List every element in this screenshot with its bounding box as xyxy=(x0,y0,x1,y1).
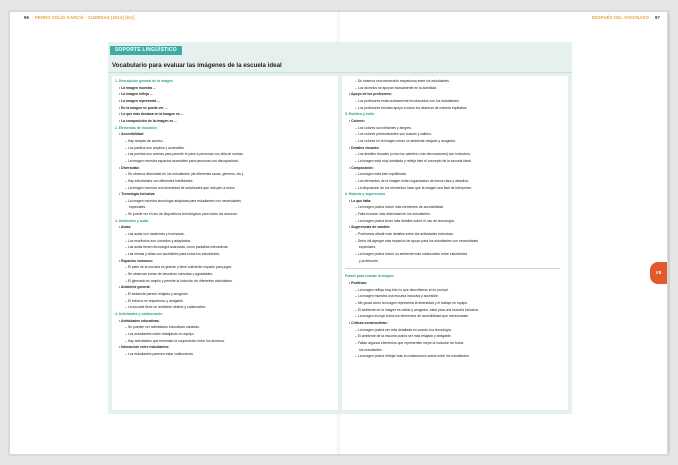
chapter-tab[interactable]: VII xyxy=(650,262,667,284)
list-item: – Los detalles visuales (como los carteles o las decoraciones) son inclusivos. xyxy=(345,151,568,158)
list-item: – La imagen refleja muy bien lo que describimos en tu prompt. xyxy=(345,287,568,294)
bullet-item: • Críticas constructivas: xyxy=(345,320,568,327)
section-heading: 3. Ambientes y aulas xyxy=(115,218,149,223)
bullet-item: • La imagen muestra ... xyxy=(115,85,338,92)
list-item: – Me gusta cómo la imagen representa la diversidad y el trabajo en equipo. xyxy=(345,300,568,307)
left-header-text: PEDRO SOLÍS GARCÍA · CUERDAS (2014) [EA] xyxy=(34,15,135,20)
list-item: – Se pueden ver actividades educativas variadas. xyxy=(115,324,338,331)
bullet-item: • Ambiente general: xyxy=(115,284,338,291)
list-item: – La imagen está muy detallada y refleja bien el concepto de la escuela ideal. xyxy=(345,158,568,165)
list-item: – Los estudiantes parecen estar colaborando. xyxy=(115,351,338,358)
list-item: – La imagen podría reflejar más la colaboración activa entre los estudiantes. xyxy=(345,353,568,360)
list-item: – El entorno es respetuoso y amigable. xyxy=(115,298,338,305)
list-item: – La imagen incluye todos los elementos de accesibilidad que mencionaste. xyxy=(345,313,568,320)
bullet-item: • Tecnología inclusiva: xyxy=(115,191,338,198)
list-item: – La imagen podría incluir un ambiente más colaborativo entre estudiantes xyxy=(345,251,568,258)
list-item: – La disposición de los elementos hace que la imagen sea fácil de interpretar. xyxy=(345,185,568,192)
left-column xyxy=(112,76,338,410)
bullet-item: • La imagen representa ... xyxy=(115,98,338,105)
list-item: – La imagen muestra tecnología adaptada para estudiantes con necesidades xyxy=(115,198,338,205)
bullet-item: • Sugerencias de cambio: xyxy=(345,224,568,231)
list-item: – El ambiente de la escuela podría ser más relajado y amigable. xyxy=(345,333,568,340)
list-item: – Los alumnos se apoyan mutuamente en la actividad. xyxy=(345,85,568,92)
list-item: – Los colores predominantes son suaves y cálidos. xyxy=(345,131,568,138)
list-item: – La imagen podría incluir más elementos de accesibilidad. xyxy=(345,204,568,211)
left-page-number: 96 xyxy=(24,15,29,20)
list-item: especiales. xyxy=(129,205,146,210)
list-item: – Los estudiantes están trabajando en equipo. xyxy=(115,331,338,338)
list-item: – Hay rampas de acceso. xyxy=(115,138,338,145)
bullet-item: • Aulas: xyxy=(115,224,338,231)
list-item: – Se puede ver el uso de dispositivos tecnológicos para todos los alumnos. xyxy=(115,211,338,218)
bullet-item: • Accesibilidad: xyxy=(115,131,338,138)
bullet-item: • Espacios comunes: xyxy=(115,258,338,265)
list-item: – Los profesores están activamente involucrados con los estudiantes. xyxy=(345,98,568,105)
section-tag: SOPORTE LINGÜÍSTICO xyxy=(110,46,182,55)
list-item: – Hay estudiantes con diferentes habilidades. xyxy=(115,178,338,185)
section-heading: 6. Mejoras y sugerencias xyxy=(345,192,386,197)
list-item: – Hay actividades que fomentan la cooperación entre los alumnos. xyxy=(115,338,338,345)
bullet-item: • Actividades educativas: xyxy=(115,318,338,325)
list-item: y profesores. xyxy=(359,258,379,263)
bullet-item: • Lo que más destaca en la imagen es ... xyxy=(115,111,338,118)
list-item: especiales. xyxy=(359,245,376,250)
bullet-item: • Composición: xyxy=(345,165,568,172)
page-edge xyxy=(668,14,670,452)
section-divider xyxy=(345,268,560,269)
list-item: – La imagen muestra una diversidad de actividades que incluyen a todos. xyxy=(115,185,338,192)
bullet-item: • Positivas: xyxy=(345,280,568,287)
list-item: – Las aulas son modernas y luminosas. xyxy=(115,231,338,238)
list-item: – La imagen podría tener más detalles sobre el uso de tecnología. xyxy=(345,218,568,225)
list-item: – Se observa diversidad en los estudiantes (de diferentes razas, géneros, etc.). xyxy=(115,171,338,178)
list-item: – El ambiente en la imagen es cálido y acogedor, ideal para una escuela inclusiva. xyxy=(345,307,568,314)
left-running-header xyxy=(24,15,135,20)
list-item: – Los colores en la imagen crean un ambiente relajado y acogedor. xyxy=(345,138,568,145)
list-item: – Los elementos de la imagen están organizados de forma clara y atractiva. xyxy=(345,178,568,185)
list-item: – El ambiente parece relajado y acogedor. xyxy=(115,291,338,298)
bullet-item: • Apoyo de los profesores: xyxy=(345,91,568,98)
list-item: – Se observan zonas de descanso cómodas y agradables. xyxy=(115,271,338,278)
list-item: – La imagen podría ser más detallada en cuanto a la tecnología. xyxy=(345,327,568,334)
bullet-item: • En la imagen se puede ver ... xyxy=(115,105,338,112)
bullet-item: • Colores: xyxy=(345,118,568,125)
section-heading: 1. Descripción general de la imagen xyxy=(115,79,173,83)
list-item: – Las puertas son anchas para permitir el paso a personas con silla de ruedas. xyxy=(115,151,338,158)
list-item: – La escuela tiene un ambiente abierto y colaborativo. xyxy=(115,304,338,311)
box-title: Vocabulario para evaluar las imágenes de la escuela ideal xyxy=(112,62,282,69)
bullet-item: • Diversidad: xyxy=(115,165,338,172)
bullet-item: • La imagen refleja ... xyxy=(115,91,338,98)
section-heading: 5. Estética y estilo xyxy=(345,112,375,117)
bullet-item: • Lo que falta: xyxy=(345,198,568,205)
title-rule xyxy=(108,72,572,73)
list-item: – La imagen muestra espacios accesibles para personas con discapacidad. xyxy=(115,158,338,165)
list-item: – El patio de la escuela es grande y tiene suficiente espacio para jugar. xyxy=(115,264,338,271)
section-heading: 4. Actividades y colaboración xyxy=(115,311,163,316)
section-heading: Frases para evaluar la imagen: xyxy=(345,274,395,279)
list-item: – Los colores son brillantes y alegres. xyxy=(345,125,568,132)
right-running-header xyxy=(592,15,660,20)
list-item: – Las mesas y sillas son accesibles para todos los estudiantes. xyxy=(115,251,338,258)
right-page-number: 97 xyxy=(655,15,660,20)
list-item: – Podríamos añadir más detalles sobre las actividades inclusivas. xyxy=(345,231,568,238)
list-item: – Faltan algunos elementos que representen mejor la inclusión de todos xyxy=(345,340,568,347)
right-header-text: DESPUÉS DEL VISIONADO xyxy=(591,15,650,20)
list-item: – Los escritorios son cómodos y adaptados. xyxy=(115,238,338,245)
list-item: – Las aulas tienen tecnología avanzada, como pantallas interactivas. xyxy=(115,244,338,251)
section-heading: 2. Elementos de inclusión xyxy=(115,125,157,130)
bullet-item: • La composición de la imagen es ... xyxy=(115,118,338,125)
bullet-item: • Detalles visuales: xyxy=(345,145,568,152)
list-item: – La imagen está bien equilibrada. xyxy=(345,171,568,178)
list-item: – Sería útil agregar más espacios de apoyo para los estudiantes con necesidades xyxy=(345,238,568,245)
right-column xyxy=(342,76,568,410)
list-item: los estudiantes. xyxy=(359,347,383,352)
bullet-item: • Interacción entre estudiantes: xyxy=(115,344,338,351)
list-item: – Los pasillos son amplios y accesibles. xyxy=(115,145,338,152)
list-item: – Se observa una interacción respetuosa entre los estudiantes. xyxy=(345,78,568,85)
list-item: – El gimnasio es amplio y permite la inclusión de diferentes actividades. xyxy=(115,278,338,285)
list-item: – Los profesores brindan apoyo a todos los alumnos de manera equitativa. xyxy=(345,105,568,112)
list-item: – La imagen muestra una escuela inclusiva y accesible. xyxy=(345,293,568,300)
list-item: – Falta mostrar más diversidad en los estudiantes. xyxy=(345,211,568,218)
